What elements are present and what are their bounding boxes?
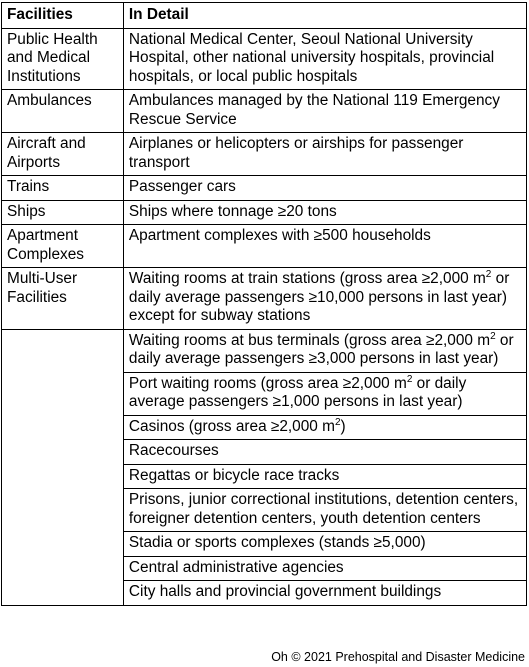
- detail-cell: [123, 268, 526, 330]
- table-row: [2, 581, 527, 606]
- detail-cell: City halls and provincial government buildings: [123, 581, 526, 606]
- detail-text: or daily average passengers ≥1,000 persons in last year): [128, 374, 467, 410]
- superscript: 2: [485, 269, 492, 280]
- facility-cell: Ships: [2, 200, 124, 225]
- table-row: [2, 464, 527, 489]
- column-header-facilities: Facilities: [2, 3, 124, 29]
- facility-cell: Ambulances: [2, 90, 124, 133]
- detail-cell: [123, 329, 526, 372]
- detail-cell: Airplanes or helicopters or airships for passenger transport: [123, 133, 526, 176]
- detail-text: Waiting rooms at train stations (gross area ≥2,000 m: [128, 270, 486, 287]
- empty-cell: [2, 489, 124, 532]
- facility-cell-multi-user: Multi-User Facilities: [2, 268, 124, 330]
- detail-text: ): [340, 417, 346, 435]
- detail-cell: Ambulances managed by the National 119 Emergency Rescue Service: [123, 90, 526, 133]
- table-header-row: [2, 3, 527, 29]
- detail-cell: [123, 372, 526, 415]
- table-row: [2, 176, 527, 201]
- table-row: [2, 489, 527, 532]
- superscript: 2: [406, 373, 413, 385]
- detail-cell: [123, 415, 526, 440]
- detail-cell: Apartment complexes with ≥500 households: [123, 225, 526, 268]
- table-row: [2, 372, 527, 415]
- empty-cell: [2, 581, 124, 606]
- superscript: 2: [490, 330, 496, 342]
- facility-cell: Apartment Complexes: [2, 225, 124, 268]
- detail-cell: National Medical Center, Seoul National University Hospital, other national university hospitals, provincial hospitals, or local public hospitals: [123, 28, 526, 90]
- detail-cell: Racecourses: [123, 440, 526, 465]
- empty-cell: [2, 372, 124, 415]
- empty-cell: [2, 532, 124, 557]
- detail-text: Waiting rooms at bus terminals (gross area ≥2,000 m: [128, 331, 491, 349]
- table-row: [2, 532, 527, 557]
- table-row: [2, 440, 527, 465]
- table-row: [2, 415, 527, 440]
- empty-cell: [2, 415, 124, 440]
- detail-text: Port waiting rooms (gross area ≥2,000 m: [128, 374, 407, 392]
- table-row: [2, 200, 527, 225]
- detail-cell: Passenger cars: [123, 176, 526, 201]
- copyright-credit: Oh © 2021 Prehospital and Disaster Medicine: [271, 650, 525, 664]
- detail-cell: Stadia or sports complexes (stands ≥5,000): [123, 532, 526, 557]
- detail-cell: Prisons, junior correctional institutions, detention centers, foreigner detention centers, youth detention centers: [123, 489, 526, 532]
- detail-text: Casinos (gross area ≥2,000 m: [128, 417, 335, 435]
- detail-text: or daily average passengers ≥3,000 persons in last year): [128, 331, 514, 367]
- table-row: [2, 225, 527, 268]
- facility-cell: Aircraft and Airports: [2, 133, 124, 176]
- detail-cell: Ships where tonnage ≥20 tons: [123, 200, 526, 225]
- facility-cell: Trains: [2, 176, 124, 201]
- table-row: [2, 329, 527, 372]
- empty-cell: [2, 440, 124, 465]
- table-row: [2, 28, 527, 90]
- superscript: 2: [334, 416, 341, 428]
- empty-cell: [2, 556, 124, 581]
- table-row: [2, 268, 527, 330]
- table-row: [2, 556, 527, 581]
- empty-cell: [2, 329, 124, 372]
- detail-text: or daily average passengers ≥10,000 persons in last year) except for subway stations: [128, 270, 510, 324]
- detail-cell: Central administrative agencies: [123, 556, 526, 581]
- table-row: [2, 90, 527, 133]
- facility-cell: Public Health and Medical Institutions: [2, 28, 124, 90]
- detail-cell: Regattas or bicycle race tracks: [123, 464, 526, 489]
- facilities-table: [1, 2, 527, 606]
- table-row: [2, 133, 527, 176]
- column-header-in-detail: In Detail: [123, 3, 526, 29]
- empty-cell: [2, 464, 124, 489]
